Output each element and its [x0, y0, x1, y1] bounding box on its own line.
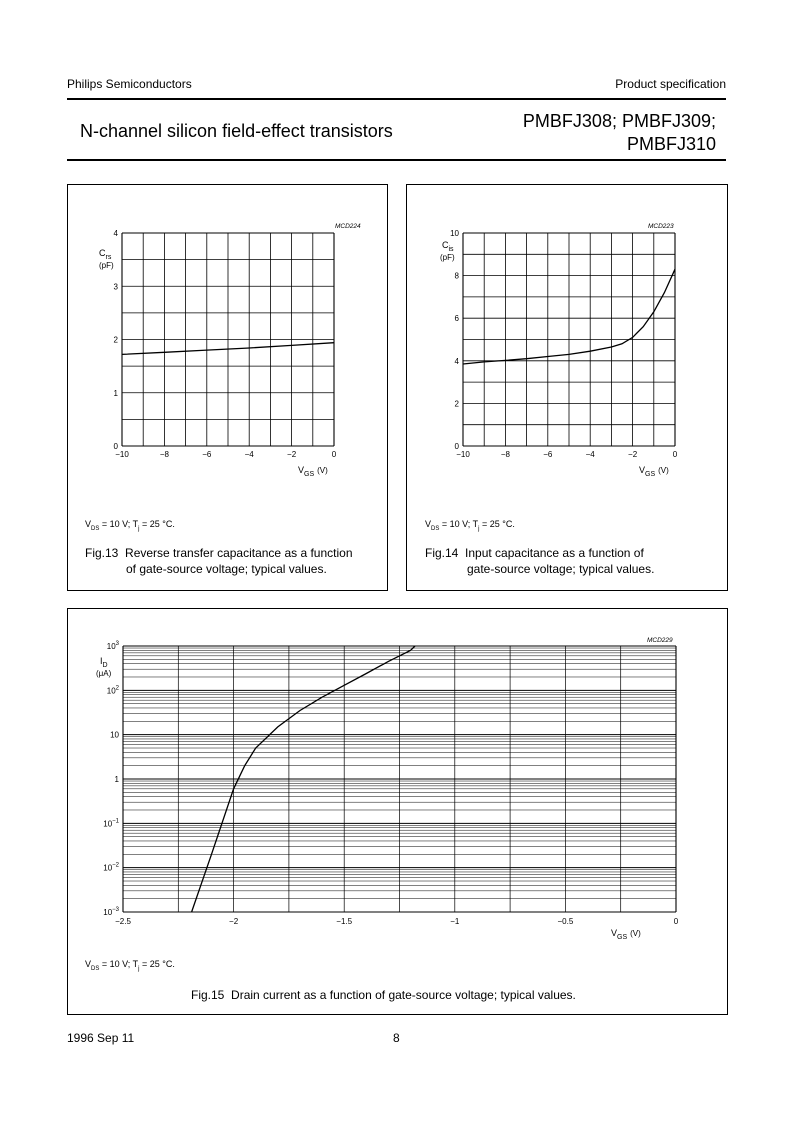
y-tick-label: 10 [110, 730, 119, 740]
header-rule-bottom [67, 159, 726, 161]
figure-15-conditions: $V_{DS} = 10$ V; $T_j = 25$ °C. [85, 959, 175, 972]
x-tick-label: −0.5 [557, 917, 574, 926]
y-tick-label: $10^3$ [106, 641, 119, 651]
figure-15-chart [67, 608, 728, 1015]
x-tick-label: −10 [115, 450, 129, 459]
figure-14-grid [463, 233, 675, 446]
y-tick-label: $10^{-1}$ [103, 818, 119, 829]
x-tick-label: −8 [159, 450, 169, 459]
x-tick-label: −2 [229, 917, 239, 926]
y-tick-label: $10^{-2}$ [103, 862, 119, 873]
company-name: Philips Semiconductors [67, 77, 192, 91]
y-tick-label: 8 [454, 271, 459, 281]
figure-14-x-label: $V_{GS}$ (V) [639, 465, 669, 478]
x-tick-label: −10 [456, 450, 470, 459]
figure-15-caption: Fig.15 Drain current as a function of gate-source voltage; typical values. [191, 988, 576, 1002]
figure-14-y-unit: (pF) [440, 253, 455, 262]
x-tick-label: −2.5 [115, 917, 131, 926]
figure-14-conditions: $V_{DS} = 10$ V; $T_j = 25$ °C. [425, 519, 515, 532]
y-tick-label: $10^2$ [106, 685, 119, 696]
figure-13-tick-labels [114, 229, 337, 459]
figure-13-conditions: $V_{DS} = 10$ V; $T_j = 25$ °C. [85, 519, 175, 532]
figure-15-y-unit: (μA) [96, 669, 112, 678]
y-tick-label: 6 [454, 314, 459, 324]
y-tick-label: 4 [454, 356, 459, 366]
y-tick-label: 2 [113, 335, 118, 345]
y-tick-label: 1 [113, 388, 118, 398]
figure-15-code: MCD229 [647, 637, 673, 644]
part-numbers-line1: PMBFJ308; PMBFJ309; [522, 111, 716, 131]
y-tick-label: 4 [113, 229, 118, 238]
x-tick-label: −6 [202, 450, 212, 459]
part-numbers [523, 110, 716, 156]
x-tick-label: −2 [628, 450, 638, 459]
x-tick-label: −1.5 [336, 917, 353, 926]
figure-13-y-unit: (pF) [99, 261, 114, 270]
figure-13-caption: Fig.13 Reverse transfer capacitance as a function of gate-source voltage; typical values. [85, 546, 353, 576]
x-tick-label: 0 [672, 450, 678, 459]
y-tick-label: 1 [114, 775, 119, 784]
figure-15-x-label: $V_{GS}$ (V) [611, 928, 641, 941]
part-numbers-line2: PMBFJ310 [626, 134, 716, 154]
document-type: Product specification [615, 77, 726, 91]
y-tick-label: $10^{-3}$ [103, 907, 119, 917]
page-number: 8 [393, 1031, 400, 1045]
figure-13-code: MCD224 [335, 223, 361, 230]
y-tick-label: 3 [113, 282, 118, 292]
y-tick-label: 2 [454, 399, 459, 409]
x-tick-label: −2 [287, 450, 297, 459]
figure-13-x-label: $V_{GS}$ (V) [298, 465, 328, 478]
x-tick-label: −6 [543, 450, 553, 459]
y-tick-label: 0 [454, 442, 459, 451]
y-tick-label: 0 [113, 442, 118, 451]
footer-date: 1996 Sep 11 [67, 1031, 135, 1045]
document-title: N-channel silicon field-effect transistors [80, 121, 393, 141]
figure-14-code: MCD223 [648, 223, 674, 230]
x-tick-label: 0 [331, 450, 337, 459]
y-tick-label: 10 [450, 229, 459, 238]
figure-15-y-label: $I_D$ [100, 656, 108, 669]
figure-13-y-label: $C_{rs}$ [99, 248, 112, 261]
figure-14-caption: Fig.14 Input capacitance as a function of gate-source voltage; typical values. [425, 546, 655, 576]
figure-13-grid [122, 233, 334, 446]
figure-14-y-label: $C_{is}$ [442, 240, 454, 253]
x-tick-label: 0 [673, 917, 679, 926]
x-tick-label: −1 [450, 917, 460, 926]
x-tick-label: −4 [585, 450, 595, 459]
header-rule-top [67, 98, 726, 100]
x-tick-label: −8 [500, 450, 510, 459]
x-tick-label: −4 [244, 450, 254, 459]
